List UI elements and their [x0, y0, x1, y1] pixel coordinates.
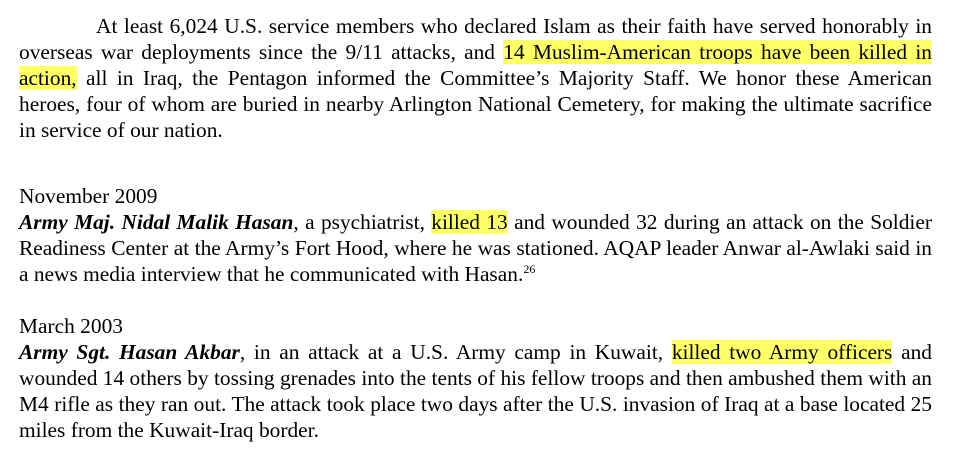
document-page	[19, 13, 932, 443]
entry-date-akbar: March 2003	[19, 314, 123, 338]
paragraph-spacer	[19, 287, 932, 313]
paragraph-spacer	[19, 143, 932, 183]
entry-text-after-akbar: and wounded 14 others by tossing grenades into the tents of his fellow troops and then ambushed them with an M4 rifle as they ran out. The attack took place two days after the U.S. invasion of Iraq at a base located 25 miles from the Kuwait-Iraq border.	[19, 340, 932, 442]
entry-text-after-hasan: and wounded 32 during an attack on the Soldier Readiness Center at the Army’s Fort Hood, where he was stationed. AQAP leader Anwar al-Awlaki said in a news media interview that he communicated with Hasan.	[19, 210, 932, 286]
intro-text-before: At least 6,024 U.S. service members who declared Islam as their faith have served honorably in overseas war deployments since the 9/11 attacks, and	[19, 14, 932, 64]
intro-highlight: 14 Muslim-American troops have been killed in action,	[19, 40, 932, 90]
entry-paragraph-hasan	[19, 209, 932, 287]
intro-text-after: all in Iraq, the Pentagon informed the Committee’s Majority Staff. We honor these American heroes, four of whom are buried in nearby Arlington National Cemetery, for making the ultimate sacrifice in service of our nation.	[19, 66, 932, 142]
intro-paragraph	[19, 13, 932, 143]
entry-highlight-hasan: killed 13	[431, 210, 508, 234]
entry-text-before-akbar: , in an attack at a U.S. Army camp in Kuwait,	[239, 340, 672, 364]
entry-name-hasan: Army Maj. Nidal Malik Hasan	[19, 210, 294, 234]
footnote-marker: 26	[523, 262, 536, 276]
entry-date-hasan: November 2009	[19, 184, 158, 208]
entry-name-akbar: Army Sgt. Hasan Akbar	[19, 340, 240, 364]
entry-text-before-hasan: , a psychiatrist,	[293, 210, 432, 234]
entry-highlight-akbar: killed two Army officers	[671, 340, 893, 364]
entry-paragraph-akbar	[19, 339, 932, 443]
